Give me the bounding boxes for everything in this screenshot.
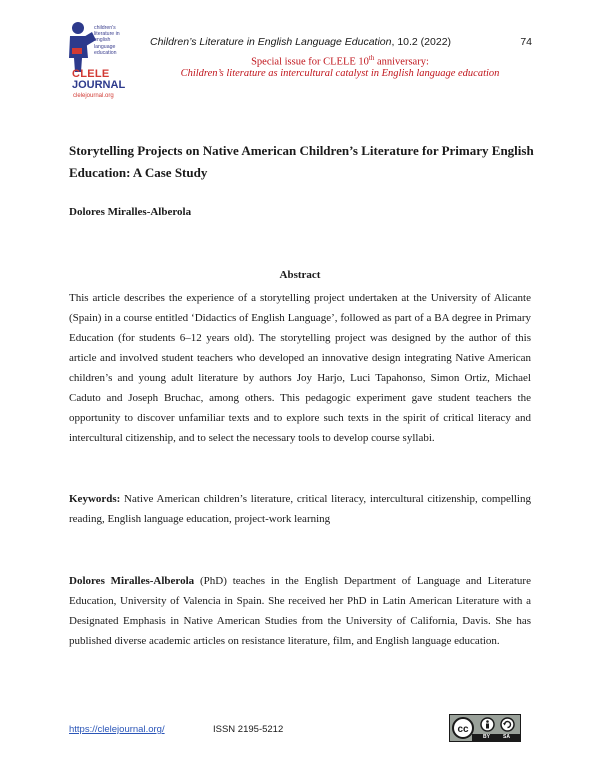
journal-volume: , 10.2 (2022)	[391, 36, 452, 48]
running-header	[150, 36, 520, 48]
page-number: 74	[520, 36, 532, 48]
cc-by-sa-license-badge[interactable]	[449, 714, 521, 742]
bio-text: (PhD) teaches in the English Department of Language and Literature Education, University of Valencia in Spain. She received her PhD in Latin American Literature with a Designated Emphasis in Native American Studies from the University of California, Davis. She has published diverse academic articles on resistance literature, film, and English language education.	[69, 575, 531, 647]
special-issue-line: Special issue for CLELE 10th anniversary:	[251, 54, 429, 68]
license-sa-label: SA	[503, 734, 510, 740]
abstract-body: This article describes the experience of a storytelling project undertaken at the University of Alicante (Spain) in a course entitled ‘Didactics of English Language’, followed as part of a BA degree in Primary Education (for students 6–12 years old). The storytelling project was designed by the author of this article and involved student teachers who developed an innovative design integrating Native American children’s and young adult literature by authors Joy Harjo, Luci Tapahonso, Simon Ortiz, Michael Caduto and Joseph Bruchac, among others. This pedagogic experiment gave student teachers the opportunity to discover unfamiliar texts and to explore such texts in the spirit of critical literacy and intercultural citizenship, and to select the necessary tools to develop course syllabi.	[69, 292, 531, 444]
footer-journal-link[interactable]: https://clelejournal.org/	[69, 724, 165, 735]
creative-commons-icon	[452, 717, 474, 739]
attribution-icon	[480, 717, 495, 732]
keywords-text: Native American children’s literature, critical literacy, intercultural citizenship, compelling reading, English language education, project-work learning	[69, 493, 531, 525]
logo-tagline: children's literature in english language education	[94, 25, 120, 56]
share-alike-icon	[500, 717, 515, 732]
logo-wordmark: CLELE JOURNAL	[72, 68, 126, 91]
footer-issn: ISSN 2195-5212	[213, 724, 284, 735]
svg-text:cc: cc	[457, 724, 469, 735]
abstract-heading: Abstract	[279, 269, 321, 281]
article-author: Dolores Miralles-Alberola	[69, 206, 192, 218]
keywords-paragraph	[69, 489, 531, 529]
bio-name: Dolores Miralles-Alberola	[69, 575, 195, 587]
license-by-label: BY	[483, 734, 490, 740]
author-bio	[69, 571, 531, 651]
logo-url: clelejournal.org	[73, 93, 114, 99]
special-issue-subtitle: Children’s literature as intercultural catalyst in English language education	[180, 68, 500, 79]
keywords-label: Keywords:	[69, 493, 121, 505]
journal-title: Children’s Literature in English Language Education	[150, 36, 392, 48]
article-title: Storytelling Projects on Native American Children’s Literature for Primary English Education: A Case Study	[69, 143, 534, 180]
